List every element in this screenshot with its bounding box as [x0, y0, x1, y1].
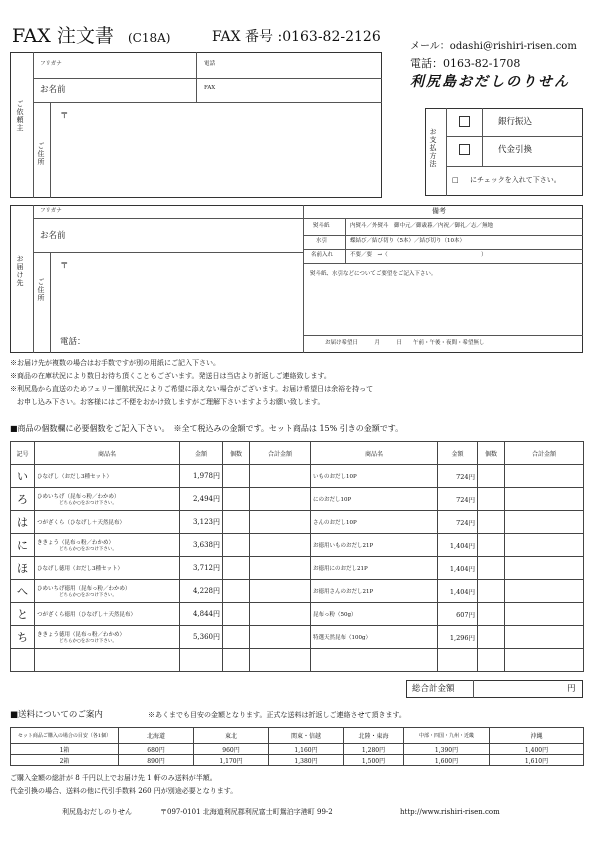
qty-cell[interactable]	[478, 603, 505, 626]
requester-name-label: お名前	[40, 85, 66, 95]
requester-postal-mark: 〒	[60, 111, 69, 121]
shipping-fee: 1,160円	[269, 744, 344, 755]
product-name: 昆布っ粉（50g）	[311, 603, 438, 626]
shop-email: メール：odashi@rishiri-risen.com	[410, 41, 577, 52]
product-price: 1,404円	[438, 580, 478, 603]
product-price: 1,978円	[180, 465, 223, 488]
shipping-corner: セット商品ご購入の場合の目安（各1個）	[11, 728, 119, 744]
requester-section-label: ご依頼主	[16, 100, 24, 132]
shipping-fee: 1,280円	[344, 744, 404, 755]
product-price: 724円	[438, 511, 478, 534]
noshi-label: 熨斗紙	[313, 223, 330, 229]
total-cell[interactable]	[505, 557, 584, 580]
product-name-text: ひなげし徳用（おだし3種セット）	[37, 566, 124, 572]
table-row	[11, 534, 584, 557]
col-price: 金額	[438, 442, 478, 465]
qty-cell[interactable]	[223, 580, 250, 603]
shipping-heading: ■送料についてのご案内	[10, 710, 103, 720]
mizuhiki-options[interactable]: 蝶結び／結び切り（5本）／結び切り（10本）	[350, 238, 465, 244]
qty-cell[interactable]	[223, 626, 250, 649]
remarks-title: 備考	[432, 207, 446, 215]
total-cell[interactable]	[250, 603, 311, 626]
delivery-name-field[interactable]	[80, 222, 300, 250]
product-name-text: つがざくら徳用（ひなげし＋天然昆布）	[37, 612, 137, 618]
requester-address-field[interactable]	[74, 108, 374, 194]
qty-cell[interactable]	[478, 557, 505, 580]
product-option-note: どちらか○をおつけ下さい。	[59, 501, 117, 506]
product-name: お徳用にのおだし21P	[311, 557, 438, 580]
shipping-row-label: 2箱	[11, 755, 119, 766]
delivery-address-label: ご住所	[37, 278, 45, 302]
product-name: にのおだし10P	[311, 488, 438, 511]
region-header: 東北	[194, 728, 269, 744]
total-cell[interactable]	[505, 488, 584, 511]
product-price: 1,296円	[438, 626, 478, 649]
product-price: 4,228円	[180, 580, 223, 603]
total-cell[interactable]	[505, 649, 584, 672]
requester-phone-label: 電話	[204, 61, 216, 67]
cod-checkbox[interactable]	[459, 144, 470, 155]
total-cell[interactable]	[250, 465, 311, 488]
requester-address-label: ご住所	[37, 142, 45, 166]
product-option-note: どちらか○をおつけ下さい。	[59, 639, 117, 644]
col-price: 金額	[180, 442, 223, 465]
note-line: ※お届け先が複数の場合はお手数ですが別の用紙にご記入下さい。	[10, 359, 220, 367]
shipping-fee: 1,390円	[404, 744, 490, 755]
region-header: 北海道	[119, 728, 194, 744]
region-header: 北陸・東海	[344, 728, 404, 744]
table-row	[11, 511, 584, 534]
footer-address: 〒097-0101 北海道利尻郡利尻富士町鴛泊字港町 99-2	[160, 808, 333, 816]
col-qty: 個数	[223, 442, 250, 465]
shipping-fee: 960円	[194, 744, 269, 755]
total-cell[interactable]	[250, 511, 311, 534]
table-row	[11, 580, 584, 603]
product-price: 724円	[438, 488, 478, 511]
col-qty: 個数	[478, 442, 505, 465]
product-name: 特選天然昆布（100g）	[311, 626, 438, 649]
product-price: 3,123円	[180, 511, 223, 534]
product-price: 1,404円	[438, 557, 478, 580]
qty-cell[interactable]	[223, 534, 250, 557]
product-code: ほ	[11, 557, 35, 580]
qty-cell[interactable]	[478, 465, 505, 488]
delivery-name-label: お名前	[40, 231, 66, 241]
qty-cell[interactable]	[478, 488, 505, 511]
grand-total-unit: 円	[567, 684, 576, 694]
product-price: 607円	[438, 603, 478, 626]
fax-number: FAX 番号 :0163-82-2126	[212, 29, 381, 45]
qty-cell[interactable]	[223, 603, 250, 626]
footer-url[interactable]: http://www.rishiri-risen.com	[400, 808, 500, 816]
region-header: 中部・四国・九州・近畿	[404, 728, 490, 744]
product-code: へ	[11, 580, 35, 603]
shipping-fee: 1,600円	[404, 755, 490, 766]
order-heading: ■商品の個数欄に必要個数をご記入下さい。 ※全て税込みの金額です。セット商品は 15% 引きの金額です。	[10, 424, 404, 433]
requester-fax-label: FAX	[204, 85, 216, 91]
product-name	[35, 603, 180, 626]
note-line: お申し込み下さい。お客様にはご不便をおかけ致しますがご理解下さいますようお願い致します。	[10, 398, 325, 406]
qty-cell[interactable]	[223, 511, 250, 534]
table-row	[11, 465, 584, 488]
shipping-row-label: 1箱	[11, 744, 119, 755]
product-name-text: ひめいちげ徳用（昆布っ粉／わかめ）	[37, 586, 131, 592]
qty-cell[interactable]	[223, 649, 250, 672]
product-name	[35, 534, 180, 557]
shipping-fee: 680円	[119, 744, 194, 755]
bank-transfer-label: 銀行振込	[498, 117, 533, 127]
payment-section-label: お支払方法	[429, 128, 437, 168]
product-name: いものおだし10P	[311, 465, 438, 488]
col-name: 商品名	[311, 442, 438, 465]
qty-cell[interactable]	[478, 580, 505, 603]
product-code: い	[11, 465, 35, 488]
product-price: 5,360円	[180, 626, 223, 649]
footer-shop-name: 利尻島おだしのりせん	[62, 808, 132, 816]
note-line: ※利尻島から直送のためフェリー運航状況によりご希望に添えない場合がございます。お届け希望日は余裕を持って	[10, 385, 374, 393]
product-option-note: どちらか○をおつけ下さい。	[59, 547, 117, 552]
delivery-date-wish[interactable]: お届け希望日 月 日 午前・午後・夜間・希望無し	[325, 340, 485, 346]
qty-cell[interactable]	[478, 511, 505, 534]
form-title: FAX 注文書	[12, 25, 114, 47]
qty-cell[interactable]	[223, 488, 250, 511]
order-table	[10, 441, 584, 672]
product-name	[35, 626, 180, 649]
col-code: 記号	[11, 442, 35, 465]
product-price: 724円	[438, 465, 478, 488]
grand-total-label: 総合計金額	[412, 684, 455, 694]
product-name-text: ひなげし（おだし3種セット）	[37, 474, 113, 480]
delivery-postal-mark: 〒	[60, 261, 69, 271]
product-price: 4,844円	[180, 603, 223, 626]
total-cell[interactable]	[250, 649, 311, 672]
delivery-furigana-label: フリガナ	[40, 208, 62, 214]
delivery-phone-label: 電話：	[60, 337, 86, 347]
product-name-text: ひめいちげ（昆布っ粉／わかめ）	[37, 494, 120, 500]
product-code: と	[11, 603, 35, 626]
total-cell[interactable]	[505, 626, 584, 649]
product-code: に	[11, 534, 35, 557]
shipping-fee: 1,170円	[194, 755, 269, 766]
product-name	[35, 580, 180, 603]
total-cell[interactable]	[505, 465, 584, 488]
payment-note-box: □	[452, 176, 459, 184]
qty-cell[interactable]	[478, 534, 505, 557]
product-name-text: ききょう（昆布っ粉／わかめ）	[37, 540, 115, 546]
product-name	[35, 511, 180, 534]
requester-furigana-label: フリガナ	[40, 61, 62, 67]
product-name	[35, 465, 180, 488]
col-total: 合計金額	[250, 442, 311, 465]
product-name	[35, 557, 180, 580]
region-header: 沖縄	[490, 728, 584, 744]
total-cell[interactable]	[505, 534, 584, 557]
shipping-footnote: ご購入金額の総計が 8 千円以上でお届け先 1 軒のみ送料が半額。	[10, 774, 217, 782]
product-price: 3,712円	[180, 557, 223, 580]
requester-name-field[interactable]	[80, 80, 192, 100]
total-cell[interactable]	[505, 603, 584, 626]
order-table-header	[11, 442, 584, 465]
bank-transfer-checkbox[interactable]	[459, 116, 470, 127]
note-line: ※商品の在庫状況により数日お待ち頂くこともございます。発送日は当店より折返しご連絡致します。	[10, 372, 331, 380]
col-total: 合計金額	[505, 442, 584, 465]
table-row	[11, 603, 584, 626]
shipping-fee: 1,610円	[490, 755, 584, 766]
total-cell[interactable]	[250, 580, 311, 603]
brand-logo: 利尻島おだしのりせん	[410, 74, 570, 90]
grand-total-field[interactable]	[476, 682, 564, 696]
product-code: ろ	[11, 488, 35, 511]
total-cell[interactable]	[505, 511, 584, 534]
shipping-header-row	[11, 728, 584, 744]
naire-options[interactable]: 不要／要 →（ ）	[350, 252, 487, 258]
naire-label: 名前入れ	[311, 252, 334, 258]
product-option-note: どちらか○をおつけ下さい。	[59, 593, 117, 598]
product-name	[35, 488, 180, 511]
product-name-text: つがざくら（ひなげし＋天然昆布）	[37, 520, 126, 526]
shipping-fee: 890円	[119, 755, 194, 766]
total-cell[interactable]	[250, 626, 311, 649]
form-code: (C18A)	[128, 31, 171, 45]
product-code: ち	[11, 626, 35, 649]
payment-note: にチェックを入れて下さい。	[470, 176, 561, 184]
shipping-fee: 1,400円	[490, 744, 584, 755]
product-name-text: ききょう徳用（昆布っ粉／わかめ）	[37, 632, 126, 638]
remarks-field[interactable]	[306, 282, 580, 332]
total-cell[interactable]	[250, 534, 311, 557]
shipping-table	[10, 727, 584, 766]
qty-cell[interactable]	[478, 649, 505, 672]
shipping-fee: 1,500円	[344, 755, 404, 766]
cod-label: 代金引換	[498, 145, 533, 155]
qty-cell[interactable]	[478, 626, 505, 649]
shipping-fee: 1,380円	[269, 755, 344, 766]
qty-cell[interactable]	[223, 465, 250, 488]
total-cell[interactable]	[505, 580, 584, 603]
remarks-request-note: 熨斗紙、水引などについてご要望をご記入下さい。	[310, 271, 437, 277]
shipping-row	[11, 744, 584, 755]
product-name: お徳用さんのおだし21P	[311, 580, 438, 603]
product-name: さんのおだし10P	[311, 511, 438, 534]
delivery-section-label: お届け先	[16, 255, 24, 287]
total-cell[interactable]	[250, 557, 311, 580]
shipping-footnote: 代金引換の場合、送料の他に代引手数料 260 円が別途必要となります。	[10, 787, 238, 795]
shipping-heading-note: ※あくまでも目安の金額となります。正式な送料は折返しご連絡させて頂きます。	[148, 711, 406, 719]
mizuhiki-label: 水引	[316, 238, 328, 244]
table-row	[11, 626, 584, 649]
shop-phone: 電話：0163-82-1708	[410, 57, 521, 70]
product-name: お徳用いものおだし21P	[311, 534, 438, 557]
product-price: 3,638円	[180, 534, 223, 557]
noshi-options[interactable]: 内熨斗／外熨斗 御中元／御歳暮／内祝／御礼／志／無地	[350, 223, 494, 229]
qty-cell[interactable]	[223, 557, 250, 580]
region-header: 関東・信越	[269, 728, 344, 744]
table-row	[11, 557, 584, 580]
shipping-row	[11, 755, 584, 766]
product-price: 2,494円	[180, 488, 223, 511]
order-blank-row	[11, 649, 584, 672]
product-code: は	[11, 511, 35, 534]
product-price: 1,404円	[438, 534, 478, 557]
delivery-address-field[interactable]	[74, 256, 299, 332]
table-row	[11, 488, 584, 511]
total-cell[interactable]	[250, 488, 311, 511]
col-name: 商品名	[35, 442, 180, 465]
